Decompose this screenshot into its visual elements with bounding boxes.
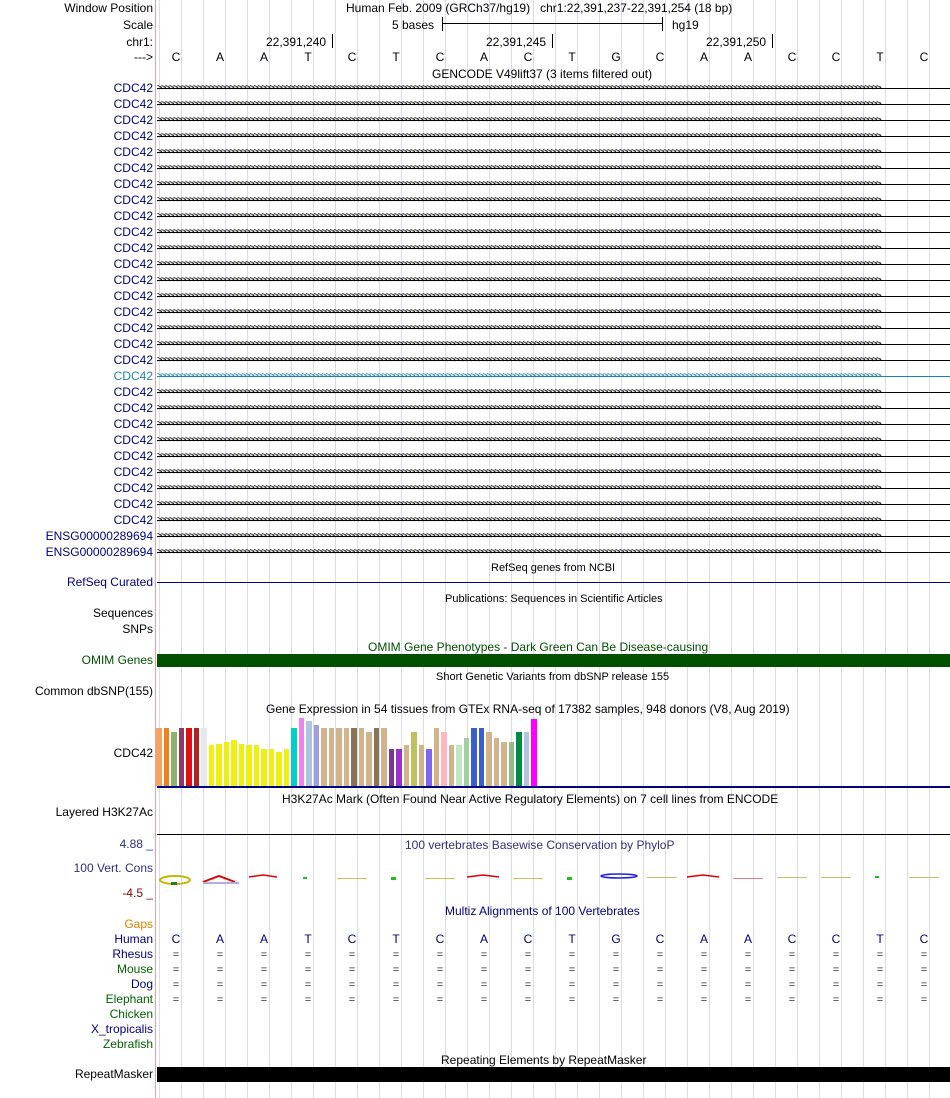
- alignment-match: =: [260, 979, 268, 991]
- phylop-mark-12: [821, 877, 851, 878]
- gencode-item-label[interactable]: CDC42: [113, 113, 153, 127]
- gtex-tissue-bar[interactable]: [449, 745, 455, 786]
- alignment-match: =: [612, 949, 620, 961]
- gencode-strand-arrows: >>>>>>>>>>>>>>>>>>>>>>>>>>>>>>>>>>>>>>>>>>>>>>>>>>>>>>>>>>>>>>>>>>>>>>>>>>>>>>>>>>>>>>>>>>>>>>>>>>>>>>>>>>>>>>>>>>>>>>>>>>>>>>>>>>>>>>>>>>>>>>>>>>>>>>>>>>>>>>>>>>>>>>>>>>>>>>>>>>>>: [157, 308, 881, 317]
- alignment-match: =: [744, 949, 752, 961]
- gencode-item-label[interactable]: CDC42: [113, 193, 153, 207]
- alignment-match: =: [304, 994, 312, 1006]
- gtex-tissue-bar[interactable]: [194, 728, 200, 786]
- multiz-human-base: T: [568, 932, 576, 946]
- alignment-match: =: [172, 994, 180, 1006]
- multiz-human-base: A: [259, 932, 268, 946]
- coord-tick-mark-1: [332, 34, 333, 48]
- species-label[interactable]: Elephant: [105, 992, 153, 1006]
- gencode-strand-arrows: >>>>>>>>>>>>>>>>>>>>>>>>>>>>>>>>>>>>>>>>>>>>>>>>>>>>>>>>>>>>>>>>>>>>>>>>>>>>>>>>>>>>>>>>>>>>>>>>>>>>>>>>>>>>>>>>>>>>>>>>>>>>>>>>>>>>>>>>>>>>>>>>>>>>>>>>>>>>>>>>>>>>>>>>>>>>>>>>>>>>: [157, 356, 881, 365]
- coord-tick-2: 22,391,245: [486, 35, 547, 49]
- gtex-tissue-bar[interactable]: [216, 744, 222, 786]
- alignment-match: =: [612, 964, 620, 976]
- multiz-human-base: A: [743, 932, 752, 946]
- phylop-logo[interactable]: [157, 868, 950, 888]
- scale-label: 5 bases: [392, 18, 435, 32]
- alignment-match: =: [876, 994, 884, 1006]
- alignment-match: =: [172, 964, 180, 976]
- gtex-tissue-bar[interactable]: [501, 742, 507, 786]
- phylop-mark-14: [909, 877, 939, 878]
- base-letter: C: [787, 50, 797, 64]
- scale-bar: [442, 17, 662, 31]
- gtex-tissue-bar[interactable]: [434, 728, 440, 786]
- gtex-tissue-bar[interactable]: [314, 725, 320, 786]
- label-sequences[interactable]: Sequences: [92, 606, 153, 620]
- alignment-match: =: [172, 949, 180, 961]
- gencode-item-label[interactable]: CDC42: [113, 145, 153, 159]
- gtex-tissue-bar[interactable]: [396, 749, 402, 786]
- gtex-tissue-bar[interactable]: [224, 742, 230, 786]
- alignment-match: =: [744, 994, 752, 1006]
- gtex-tissue-bar[interactable]: [486, 732, 492, 786]
- alignment-match: =: [348, 994, 356, 1006]
- repeatmasker-bar[interactable]: [157, 1067, 950, 1082]
- gencode-strand-arrows: >>>>>>>>>>>>>>>>>>>>>>>>>>>>>>>>>>>>>>>>>>>>>>>>>>>>>>>>>>>>>>>>>>>>>>>>>>>>>>>>>>>>>>>>>>>>>>>>>>>>>>>>>>>>>>>>>>>>>>>>>>>>>>>>>>>>>>>>>>>>>>>>>>>>>>>>>>>>>>>>>>>>>>>>>>>>>>>>>>>>: [157, 116, 881, 125]
- gtex-tissue-bar[interactable]: [531, 719, 537, 786]
- phylop-mark-3: [303, 877, 307, 879]
- gencode-item-label[interactable]: CDC42: [113, 177, 153, 191]
- gtex-tissue-bar[interactable]: [509, 742, 515, 786]
- coord-tick-mark-3: [772, 34, 773, 48]
- gencode-item-label[interactable]: CDC42: [113, 401, 153, 415]
- gencode-item-label[interactable]: CDC42: [113, 481, 153, 495]
- base-letter: C: [523, 50, 533, 64]
- refseq-gene-line[interactable]: [157, 582, 950, 583]
- alignment-match: =: [832, 964, 840, 976]
- alignment-match: =: [832, 979, 840, 991]
- multiz-human-base: C: [655, 932, 665, 946]
- label-gaps: Gaps: [124, 917, 153, 931]
- gencode-item-label[interactable]: CDC42: [113, 241, 153, 255]
- gencode-item-label[interactable]: CDC42: [113, 129, 153, 143]
- phylop-mark-10: [733, 878, 763, 879]
- alignment-match: =: [700, 949, 708, 961]
- gtex-tissue-bar[interactable]: [284, 749, 290, 786]
- alignment-match: =: [436, 964, 444, 976]
- gencode-item-label[interactable]: CDC42: [113, 81, 153, 95]
- gtex-tissue-bar[interactable]: [246, 745, 252, 786]
- alignment-match: =: [436, 994, 444, 1006]
- label-cons-min: -4.5 _: [122, 886, 153, 900]
- gtex-tissue-bar[interactable]: [336, 728, 342, 786]
- phylop-mark-7: [513, 878, 543, 879]
- gencode-strand-arrows: >>>>>>>>>>>>>>>>>>>>>>>>>>>>>>>>>>>>>>>>>>>>>>>>>>>>>>>>>>>>>>>>>>>>>>>>>>>>>>>>>>>>>>>>>>>>>>>>>>>>>>>>>>>>>>>>>>>>>>>>>>>>>>>>>>>>>>>>>>>>>>>>>>>>>>>>>>>>>>>>>>>>>>>>>>>>>>>>>>>>: [157, 452, 881, 461]
- alignment-match: =: [744, 979, 752, 991]
- gencode-strand-arrows: >>>>>>>>>>>>>>>>>>>>>>>>>>>>>>>>>>>>>>>>>>>>>>>>>>>>>>>>>>>>>>>>>>>>>>>>>>>>>>>>>>>>>>>>>>>>>>>>>>>>>>>>>>>>>>>>>>>>>>>>>>>>>>>>>>>>>>>>>>>>>>>>>>>>>>>>>>>>>>>>>>>>>>>>>>>>>>>>>>>>: [157, 164, 881, 173]
- gtex-tissue-bar[interactable]: [404, 745, 410, 786]
- gencode-strand-arrows: >>>>>>>>>>>>>>>>>>>>>>>>>>>>>>>>>>>>>>>>>>>>>>>>>>>>>>>>>>>>>>>>>>>>>>>>>>>>>>>>>>>>>>>>>>>>>>>>>>>>>>>>>>>>>>>>>>>>>>>>>>>>>>>>>>>>>>>>>>>>>>>>>>>>>>>>>>>>>>>>>>>>>>>>>>>>>>>>>>>>: [157, 372, 881, 381]
- base-letter: T: [392, 50, 400, 64]
- position-text: chr1:22,391,237-22,391,254 (18 bp): [540, 1, 733, 15]
- gtex-tissue-bar[interactable]: [516, 732, 522, 786]
- repeatmasker-title: Repeating Elements by RepeatMasker: [441, 1053, 647, 1067]
- label-dbsnp[interactable]: Common dbSNP(155): [34, 684, 153, 698]
- gtex-tissue-bar[interactable]: [351, 728, 357, 786]
- omim-gene-bar[interactable]: [157, 654, 950, 667]
- gtex-tissue-bar[interactable]: [389, 749, 395, 786]
- label-snps[interactable]: SNPs: [122, 622, 153, 636]
- base-letter: C: [655, 50, 665, 64]
- multiz-human-base: C: [831, 932, 841, 946]
- gtex-tissue-bar[interactable]: [231, 740, 237, 786]
- gtex-tissue-bar[interactable]: [494, 738, 500, 786]
- phylop-a-glyph: [203, 876, 235, 882]
- phylop-mark-9: [647, 877, 677, 878]
- gencode-strand-arrows: >>>>>>>>>>>>>>>>>>>>>>>>>>>>>>>>>>>>>>>>>>>>>>>>>>>>>>>>>>>>>>>>>>>>>>>>>>>>>>>>>>>>>>>>>>>>>>>>>>>>>>>>>>>>>>>>>>>>>>>>>>>>>>>>>>>>>>>>>>>>>>>>>>>>>>>>>>>>>>>>>>>>>>>>>>>>>>>>>>>>: [157, 100, 881, 109]
- gencode-item-label[interactable]: CDC42: [113, 417, 153, 431]
- alignment-match: =: [216, 964, 224, 976]
- base-letter: A: [479, 50, 488, 64]
- alignment-match: =: [480, 949, 488, 961]
- gencode-strand-arrows: >>>>>>>>>>>>>>>>>>>>>>>>>>>>>>>>>>>>>>>>>>>>>>>>>>>>>>>>>>>>>>>>>>>>>>>>>>>>>>>>>>>>>>>>>>>>>>>>>>>>>>>>>>>>>>>>>>>>>>>>>>>>>>>>>>>>>>>>>>>>>>>>>>>>>>>>>>>>>>>>>>>>>>>>>>>>>>>>>>>>: [157, 548, 881, 557]
- alignment-match: =: [348, 964, 356, 976]
- gencode-strand-arrows: >>>>>>>>>>>>>>>>>>>>>>>>>>>>>>>>>>>>>>>>>>>>>>>>>>>>>>>>>>>>>>>>>>>>>>>>>>>>>>>>>>>>>>>>>>>>>>>>>>>>>>>>>>>>>>>>>>>>>>>>>>>>>>>>>>>>>>>>>>>>>>>>>>>>>>>>>>>>>>>>>>>>>>>>>>>>>>>>>>>>: [157, 484, 881, 493]
- alignment-match: =: [304, 964, 312, 976]
- label-cons[interactable]: 100 Vert. Cons: [73, 861, 153, 875]
- alignment-match: =: [524, 994, 532, 1006]
- alignment-match: =: [392, 979, 400, 991]
- phylop-mark-5: [391, 877, 396, 880]
- base-letter: T: [304, 50, 312, 64]
- gencode-strand-arrows: >>>>>>>>>>>>>>>>>>>>>>>>>>>>>>>>>>>>>>>>>>>>>>>>>>>>>>>>>>>>>>>>>>>>>>>>>>>>>>>>>>>>>>>>>>>>>>>>>>>>>>>>>>>>>>>>>>>>>>>>>>>>>>>>>>>>>>>>>>>>>>>>>>>>>>>>>>>>>>>>>>>>>>>>>>>>>>>>>>>>: [157, 516, 881, 525]
- gencode-strand-arrows: >>>>>>>>>>>>>>>>>>>>>>>>>>>>>>>>>>>>>>>>>>>>>>>>>>>>>>>>>>>>>>>>>>>>>>>>>>>>>>>>>>>>>>>>>>>>>>>>>>>>>>>>>>>>>>>>>>>>>>>>>>>>>>>>>>>>>>>>>>>>>>>>>>>>>>>>>>>>>>>>>>>>>>>>>>>>>>>>>>>>: [157, 324, 881, 333]
- gencode-strand-arrows: >>>>>>>>>>>>>>>>>>>>>>>>>>>>>>>>>>>>>>>>>>>>>>>>>>>>>>>>>>>>>>>>>>>>>>>>>>>>>>>>>>>>>>>>>>>>>>>>>>>>>>>>>>>>>>>>>>>>>>>>>>>>>>>>>>>>>>>>>>>>>>>>>>>>>>>>>>>>>>>>>>>>>>>>>>>>>>>>>>>>: [157, 148, 881, 157]
- multiz-human-base: T: [876, 932, 884, 946]
- gtex-title: Gene Expression in 54 tissues from GTEx RNA-seq of 17382 samples, 948 donors (V8, Aug 2019): [266, 702, 790, 716]
- species-label[interactable]: Chicken: [109, 1007, 153, 1021]
- multiz-human-base: C: [435, 932, 445, 946]
- gencode-item-label[interactable]: CDC42: [113, 305, 153, 319]
- gencode-title: GENCODE V49lift37 (3 items filtered out): [432, 67, 653, 81]
- alignment-match: =: [392, 949, 400, 961]
- alignment-match: =: [348, 979, 356, 991]
- label-separator: [155, 0, 156, 1098]
- alignment-match: =: [304, 949, 312, 961]
- base-letter: C: [347, 50, 357, 64]
- alignment-match: =: [788, 994, 796, 1006]
- gtex-tissue-bar[interactable]: [366, 732, 372, 786]
- gencode-strand-arrows: >>>>>>>>>>>>>>>>>>>>>>>>>>>>>>>>>>>>>>>>>>>>>>>>>>>>>>>>>>>>>>>>>>>>>>>>>>>>>>>>>>>>>>>>>>>>>>>>>>>>>>>>>>>>>>>>>>>>>>>>>>>>>>>>>>>>>>>>>>>>>>>>>>>>>>>>>>>>>>>>>>>>>>>>>>>>>>>>>>>>: [157, 436, 881, 445]
- gtex-tissue-bar[interactable]: [456, 745, 462, 786]
- gtex-tissue-bar[interactable]: [201, 728, 207, 786]
- alignment-match: =: [216, 994, 224, 1006]
- alignment-match: =: [480, 979, 488, 991]
- phylop-mark-4: [337, 878, 367, 879]
- gtex-tissue-bar[interactable]: [306, 721, 312, 786]
- multiz-human-base: T: [392, 932, 400, 946]
- gencode-item-label[interactable]: CDC42: [113, 337, 153, 351]
- gencode-strand-arrows: >>>>>>>>>>>>>>>>>>>>>>>>>>>>>>>>>>>>>>>>>>>>>>>>>>>>>>>>>>>>>>>>>>>>>>>>>>>>>>>>>>>>>>>>>>>>>>>>>>>>>>>>>>>>>>>>>>>>>>>>>>>>>>>>>>>>>>>>>>>>>>>>>>>>>>>>>>>>>>>>>>>>>>>>>>>>>>>>>>>>: [157, 228, 881, 237]
- species-label[interactable]: X_tropicalis: [90, 1022, 153, 1036]
- gencode-strand-arrows: >>>>>>>>>>>>>>>>>>>>>>>>>>>>>>>>>>>>>>>>>>>>>>>>>>>>>>>>>>>>>>>>>>>>>>>>>>>>>>>>>>>>>>>>>>>>>>>>>>>>>>>>>>>>>>>>>>>>>>>>>>>>>>>>>>>>>>>>>>>>>>>>>>>>>>>>>>>>>>>>>>>>>>>>>>>>>>>>>>>>: [157, 388, 881, 397]
- gencode-item-label[interactable]: CDC42: [113, 321, 153, 335]
- gtex-tissue-bar[interactable]: [261, 749, 267, 786]
- alignment-match: =: [920, 964, 928, 976]
- scale-db: hg19: [672, 18, 699, 32]
- gencode-item-label[interactable]: CDC42: [113, 449, 153, 463]
- gencode-strand-arrows: >>>>>>>>>>>>>>>>>>>>>>>>>>>>>>>>>>>>>>>>>>>>>>>>>>>>>>>>>>>>>>>>>>>>>>>>>>>>>>>>>>>>>>>>>>>>>>>>>>>>>>>>>>>>>>>>>>>>>>>>>>>>>>>>>>>>>>>>>>>>>>>>>>>>>>>>>>>>>>>>>>>>>>>>>>>>>>>>>>>>: [157, 196, 881, 205]
- gencode-strand-arrows: >>>>>>>>>>>>>>>>>>>>>>>>>>>>>>>>>>>>>>>>>>>>>>>>>>>>>>>>>>>>>>>>>>>>>>>>>>>>>>>>>>>>>>>>>>>>>>>>>>>>>>>>>>>>>>>>>>>>>>>>>>>>>>>>>>>>>>>>>>>>>>>>>>>>>>>>>>>>>>>>>>>>>>>>>>>>>>>>>>>>: [157, 468, 881, 477]
- base-letter: A: [699, 50, 708, 64]
- gencode-strand-arrows: >>>>>>>>>>>>>>>>>>>>>>>>>>>>>>>>>>>>>>>>>>>>>>>>>>>>>>>>>>>>>>>>>>>>>>>>>>>>>>>>>>>>>>>>>>>>>>>>>>>>>>>>>>>>>>>>>>>>>>>>>>>>>>>>>>>>>>>>>>>>>>>>>>>>>>>>>>>>>>>>>>>>>>>>>>>>>>>>>>>>: [157, 292, 881, 301]
- base-letter: T: [876, 50, 884, 64]
- phylop-g-glyph: [601, 874, 637, 878]
- gencode-item-label[interactable]: CDC42: [113, 353, 153, 367]
- multiz-human-base: A: [479, 932, 488, 946]
- gtex-tissue-bar[interactable]: [276, 752, 282, 786]
- gencode-strand-arrows: >>>>>>>>>>>>>>>>>>>>>>>>>>>>>>>>>>>>>>>>>>>>>>>>>>>>>>>>>>>>>>>>>>>>>>>>>>>>>>>>>>>>>>>>>>>>>>>>>>>>>>>>>>>>>>>>>>>>>>>>>>>>>>>>>>>>>>>>>>>>>>>>>>>>>>>>>>>>>>>>>>>>>>>>>>>>>>>>>>>>: [157, 212, 881, 221]
- refseq-title: RefSeq genes from NCBI: [491, 562, 616, 574]
- alignment-match: =: [656, 964, 664, 976]
- gtex-tissue-bar[interactable]: [171, 732, 177, 786]
- h3k27ac-title: H3K27Ac Mark (Often Found Near Active Regulatory Elements) on 7 cell lines from ENCODE: [282, 792, 779, 806]
- phylop-mark-8: [567, 877, 572, 880]
- alignment-match: =: [568, 964, 576, 976]
- gtex-tissue-bar[interactable]: [471, 728, 477, 786]
- alignment-match: =: [524, 964, 532, 976]
- gencode-item-label[interactable]: CDC42: [113, 273, 153, 287]
- multiz-human-base: C: [919, 932, 929, 946]
- gtex-tissue-bar[interactable]: [321, 728, 327, 786]
- species-label[interactable]: Rhesus: [112, 947, 153, 961]
- alignment-match: =: [920, 994, 928, 1006]
- gtex-tissue-bar[interactable]: [299, 718, 305, 786]
- gtex-tissue-bar[interactable]: [426, 749, 432, 786]
- alignment-match: =: [480, 994, 488, 1006]
- gencode-strand-arrows: >>>>>>>>>>>>>>>>>>>>>>>>>>>>>>>>>>>>>>>>>>>>>>>>>>>>>>>>>>>>>>>>>>>>>>>>>>>>>>>>>>>>>>>>>>>>>>>>>>>>>>>>>>>>>>>>>>>>>>>>>>>>>>>>>>>>>>>>>>>>>>>>>>>>>>>>>>>>>>>>>>>>>>>>>>>>>>>>>>>>: [157, 180, 881, 189]
- gtex-tissue-bar[interactable]: [419, 745, 425, 786]
- alignment-match: =: [348, 949, 356, 961]
- alignment-match: =: [304, 979, 312, 991]
- alignment-match: =: [568, 949, 576, 961]
- alignment-match: =: [876, 964, 884, 976]
- alignment-match: =: [656, 979, 664, 991]
- gencode-strand-arrows: >>>>>>>>>>>>>>>>>>>>>>>>>>>>>>>>>>>>>>>>>>>>>>>>>>>>>>>>>>>>>>>>>>>>>>>>>>>>>>>>>>>>>>>>>>>>>>>>>>>>>>>>>>>>>>>>>>>>>>>>>>>>>>>>>>>>>>>>>>>>>>>>>>>>>>>>>>>>>>>>>>>>>>>>>>>>>>>>>>>>: [157, 404, 881, 413]
- gencode-item-label[interactable]: CDC42: [113, 257, 153, 271]
- multiz-title: Multiz Alignments of 100 Vertebrates: [445, 904, 640, 918]
- label-refseq[interactable]: RefSeq Curated: [66, 575, 153, 589]
- gtex-tissue-bar[interactable]: [209, 745, 215, 786]
- gtex-tissue-bar[interactable]: [359, 728, 365, 786]
- species-label[interactable]: Zebrafish: [102, 1037, 153, 1051]
- publications-title: Publications: Sequences in Scientific Articles: [445, 593, 663, 605]
- label-window-position: Window Position: [64, 1, 153, 15]
- base-letter: C: [171, 50, 181, 64]
- phylop-title: 100 vertebrates Basewise Conservation by PhyloP: [405, 838, 675, 852]
- alignment-match: =: [612, 994, 620, 1006]
- gtex-tissue-bar[interactable]: [254, 745, 260, 786]
- dbsnp-title: Short Genetic Variants from dbSNP release 155: [436, 671, 670, 683]
- label-chr: chr1:: [126, 35, 153, 49]
- gtex-tissue-bar[interactable]: [381, 728, 387, 786]
- base-letter: A: [259, 50, 268, 64]
- species-label[interactable]: Human: [114, 932, 153, 946]
- alignment-match: =: [788, 964, 796, 976]
- gtex-tissue-bar[interactable]: [156, 728, 162, 786]
- gencode-item-label[interactable]: CDC42: [113, 225, 153, 239]
- species-label[interactable]: Mouse: [116, 962, 153, 976]
- label-cons-max: 4.88 _: [119, 837, 153, 851]
- multiz-human-base: C: [171, 932, 181, 946]
- alignment-match: =: [876, 979, 884, 991]
- assembly-name: Human Feb. 2009 (GRCh37/hg19): [346, 1, 531, 15]
- gencode-item-label[interactable]: CDC42: [113, 97, 153, 111]
- alignment-match: =: [172, 979, 180, 991]
- alignment-match: =: [656, 994, 664, 1006]
- alignment-match: =: [260, 994, 268, 1006]
- label-repeatmasker[interactable]: RepeatMasker: [74, 1067, 153, 1081]
- gtex-tissue-bar[interactable]: [186, 728, 192, 786]
- alignment-match: =: [436, 979, 444, 991]
- alignment-match: =: [700, 979, 708, 991]
- alignment-match: =: [612, 979, 620, 991]
- coord-tick-3: 22,391,250: [706, 35, 767, 49]
- alignment-match: =: [480, 964, 488, 976]
- label-scale: Scale: [122, 18, 153, 32]
- alignment-match: =: [788, 979, 796, 991]
- gtex-tissue-bar[interactable]: [479, 728, 485, 786]
- alignment-match: =: [788, 949, 796, 961]
- gencode-strand-arrows: >>>>>>>>>>>>>>>>>>>>>>>>>>>>>>>>>>>>>>>>>>>>>>>>>>>>>>>>>>>>>>>>>>>>>>>>>>>>>>>>>>>>>>>>>>>>>>>>>>>>>>>>>>>>>>>>>>>>>>>>>>>>>>>>>>>>>>>>>>>>>>>>>>>>>>>>>>>>>>>>>>>>>>>>>>>>>>>>>>>>: [157, 132, 881, 141]
- phylop-mark-6: [425, 878, 455, 879]
- gtex-tissue-bar[interactable]: [269, 749, 275, 786]
- h3k27ac-baseline: [157, 834, 950, 835]
- base-letter: G: [611, 50, 621, 64]
- alignment-match: =: [700, 964, 708, 976]
- gencode-strand-arrows: >>>>>>>>>>>>>>>>>>>>>>>>>>>>>>>>>>>>>>>>>>>>>>>>>>>>>>>>>>>>>>>>>>>>>>>>>>>>>>>>>>>>>>>>>>>>>>>>>>>>>>>>>>>>>>>>>>>>>>>>>>>>>>>>>>>>>>>>>>>>>>>>>>>>>>>>>>>>>>>>>>>>>>>>>>>>>>>>>>>>: [157, 500, 881, 509]
- phylop-mark-13: [875, 876, 879, 878]
- gencode-strand-arrows: >>>>>>>>>>>>>>>>>>>>>>>>>>>>>>>>>>>>>>>>>>>>>>>>>>>>>>>>>>>>>>>>>>>>>>>>>>>>>>>>>>>>>>>>>>>>>>>>>>>>>>>>>>>>>>>>>>>>>>>>>>>>>>>>>>>>>>>>>>>>>>>>>>>>>>>>>>>>>>>>>>>>>>>>>>>>>>>>>>>>: [157, 84, 881, 93]
- alignment-match: =: [436, 949, 444, 961]
- alignment-match: =: [392, 964, 400, 976]
- gencode-item-label[interactable]: CDC42: [113, 289, 153, 303]
- base-letter: C: [435, 50, 445, 64]
- phylop-mark-11: [777, 877, 807, 878]
- multiz-human-base: C: [787, 932, 797, 946]
- alignment-match: =: [392, 994, 400, 1006]
- base-letter: T: [568, 50, 576, 64]
- coord-tick-mark-2: [552, 34, 553, 48]
- gtex-baseline: [157, 786, 950, 788]
- gencode-item-label[interactable]: CDC42: [113, 385, 153, 399]
- multiz-human-base: C: [523, 932, 533, 946]
- gencode-strand-arrows: >>>>>>>>>>>>>>>>>>>>>>>>>>>>>>>>>>>>>>>>>>>>>>>>>>>>>>>>>>>>>>>>>>>>>>>>>>>>>>>>>>>>>>>>>>>>>>>>>>>>>>>>>>>>>>>>>>>>>>>>>>>>>>>>>>>>>>>>>>>>>>>>>>>>>>>>>>>>>>>>>>>>>>>>>>>>>>>>>>>>: [157, 244, 881, 253]
- alignment-match: =: [524, 979, 532, 991]
- alignment-match: =: [216, 979, 224, 991]
- gtex-tissue-bar[interactable]: [524, 732, 530, 786]
- alignment-match: =: [568, 979, 576, 991]
- species-label[interactable]: Dog: [130, 977, 153, 991]
- gencode-item-label[interactable]: ENSG00000289694: [45, 545, 153, 559]
- alignment-match: =: [876, 949, 884, 961]
- gencode-item-label[interactable]: CDC42: [113, 369, 153, 383]
- label-h3k27ac[interactable]: Layered H3K27Ac: [55, 805, 153, 819]
- phylop-a4-glyph: [687, 875, 719, 877]
- base-letter: C: [919, 50, 929, 64]
- gencode-strand-arrows: >>>>>>>>>>>>>>>>>>>>>>>>>>>>>>>>>>>>>>>>>>>>>>>>>>>>>>>>>>>>>>>>>>>>>>>>>>>>>>>>>>>>>>>>>>>>>>>>>>>>>>>>>>>>>>>>>>>>>>>>>>>>>>>>>>>>>>>>>>>>>>>>>>>>>>>>>>>>>>>>>>>>>>>>>>>>>>>>>>>>: [157, 340, 881, 349]
- gtex-tissue-bar[interactable]: [239, 744, 245, 786]
- alignment-match: =: [260, 949, 268, 961]
- phylop-mark-2: [203, 882, 239, 884]
- alignment-match: =: [920, 949, 928, 961]
- alignment-match: =: [832, 994, 840, 1006]
- gtex-tissue-bar[interactable]: [329, 728, 335, 786]
- label-omim[interactable]: OMIM Genes: [81, 653, 153, 667]
- omim-title: OMIM Gene Phenotypes - Dark Green Can Be Disease-causing: [368, 640, 709, 654]
- gencode-strand-arrows: >>>>>>>>>>>>>>>>>>>>>>>>>>>>>>>>>>>>>>>>>>>>>>>>>>>>>>>>>>>>>>>>>>>>>>>>>>>>>>>>>>>>>>>>>>>>>>>>>>>>>>>>>>>>>>>>>>>>>>>>>>>>>>>>>>>>>>>>>>>>>>>>>>>>>>>>>>>>>>>>>>>>>>>>>>>>>>>>>>>>: [157, 276, 881, 285]
- base-letter: A: [743, 50, 752, 64]
- gencode-item-label[interactable]: CDC42: [113, 161, 153, 175]
- gtex-tissue-bar[interactable]: [344, 728, 350, 786]
- multiz-human-base: C: [347, 932, 357, 946]
- gtex-tissue-bar[interactable]: [179, 728, 185, 786]
- gtex-tissue-bar[interactable]: [164, 728, 170, 786]
- assembly-title: [346, 1, 732, 15]
- alignment-match: =: [216, 949, 224, 961]
- gtex-tissue-bar[interactable]: [441, 732, 447, 786]
- alignment-match: =: [920, 979, 928, 991]
- gencode-strand-arrows: >>>>>>>>>>>>>>>>>>>>>>>>>>>>>>>>>>>>>>>>>>>>>>>>>>>>>>>>>>>>>>>>>>>>>>>>>>>>>>>>>>>>>>>>>>>>>>>>>>>>>>>>>>>>>>>>>>>>>>>>>>>>>>>>>>>>>>>>>>>>>>>>>>>>>>>>>>>>>>>>>>>>>>>>>>>>>>>>>>>>: [157, 420, 881, 429]
- gtex-tissue-bar[interactable]: [374, 728, 380, 786]
- phylop-a2-glyph: [249, 875, 277, 877]
- gtex-tissue-bar[interactable]: [291, 728, 297, 786]
- alignment-match: =: [700, 994, 708, 1006]
- alignment-match: =: [260, 964, 268, 976]
- multiz-human-base: A: [215, 932, 224, 946]
- multiz-human-base: A: [699, 932, 708, 946]
- gencode-item-label[interactable]: CDC42: [113, 465, 153, 479]
- alignment-match: =: [832, 949, 840, 961]
- gencode-strand-arrows: >>>>>>>>>>>>>>>>>>>>>>>>>>>>>>>>>>>>>>>>>>>>>>>>>>>>>>>>>>>>>>>>>>>>>>>>>>>>>>>>>>>>>>>>>>>>>>>>>>>>>>>>>>>>>>>>>>>>>>>>>>>>>>>>>>>>>>>>>>>>>>>>>>>>>>>>>>>>>>>>>>>>>>>>>>>>>>>>>>>>: [157, 260, 881, 269]
- gencode-item-label[interactable]: CDC42: [113, 209, 153, 223]
- coord-tick-1: 22,391,240: [266, 35, 327, 49]
- alignment-match: =: [656, 949, 664, 961]
- alignment-match: =: [568, 994, 576, 1006]
- multiz-human-base: T: [304, 932, 312, 946]
- gencode-item-label[interactable]: CDC42: [113, 513, 153, 527]
- alignment-match: =: [524, 949, 532, 961]
- base-letter: C: [831, 50, 841, 64]
- gencode-item-label[interactable]: ENSG00000289694: [45, 529, 153, 543]
- multiz-human-base: G: [611, 932, 621, 946]
- label-strand: --->: [134, 50, 153, 64]
- gtex-tissue-bar[interactable]: [411, 732, 417, 786]
- gencode-item-label[interactable]: CDC42: [113, 433, 153, 447]
- phylop-mark-1: [171, 882, 177, 885]
- gencode-item-label[interactable]: CDC42: [113, 497, 153, 511]
- phylop-a3-glyph: [467, 875, 499, 877]
- gencode-strand-arrows: >>>>>>>>>>>>>>>>>>>>>>>>>>>>>>>>>>>>>>>>>>>>>>>>>>>>>>>>>>>>>>>>>>>>>>>>>>>>>>>>>>>>>>>>>>>>>>>>>>>>>>>>>>>>>>>>>>>>>>>>>>>>>>>>>>>>>>>>>>>>>>>>>>>>>>>>>>>>>>>>>>>>>>>>>>>>>>>>>>>>: [157, 532, 881, 541]
- gtex-tissue-bar[interactable]: [464, 738, 470, 786]
- label-gtex[interactable]: CDC42: [113, 746, 153, 760]
- base-letter: A: [215, 50, 224, 64]
- alignment-match: =: [744, 964, 752, 976]
